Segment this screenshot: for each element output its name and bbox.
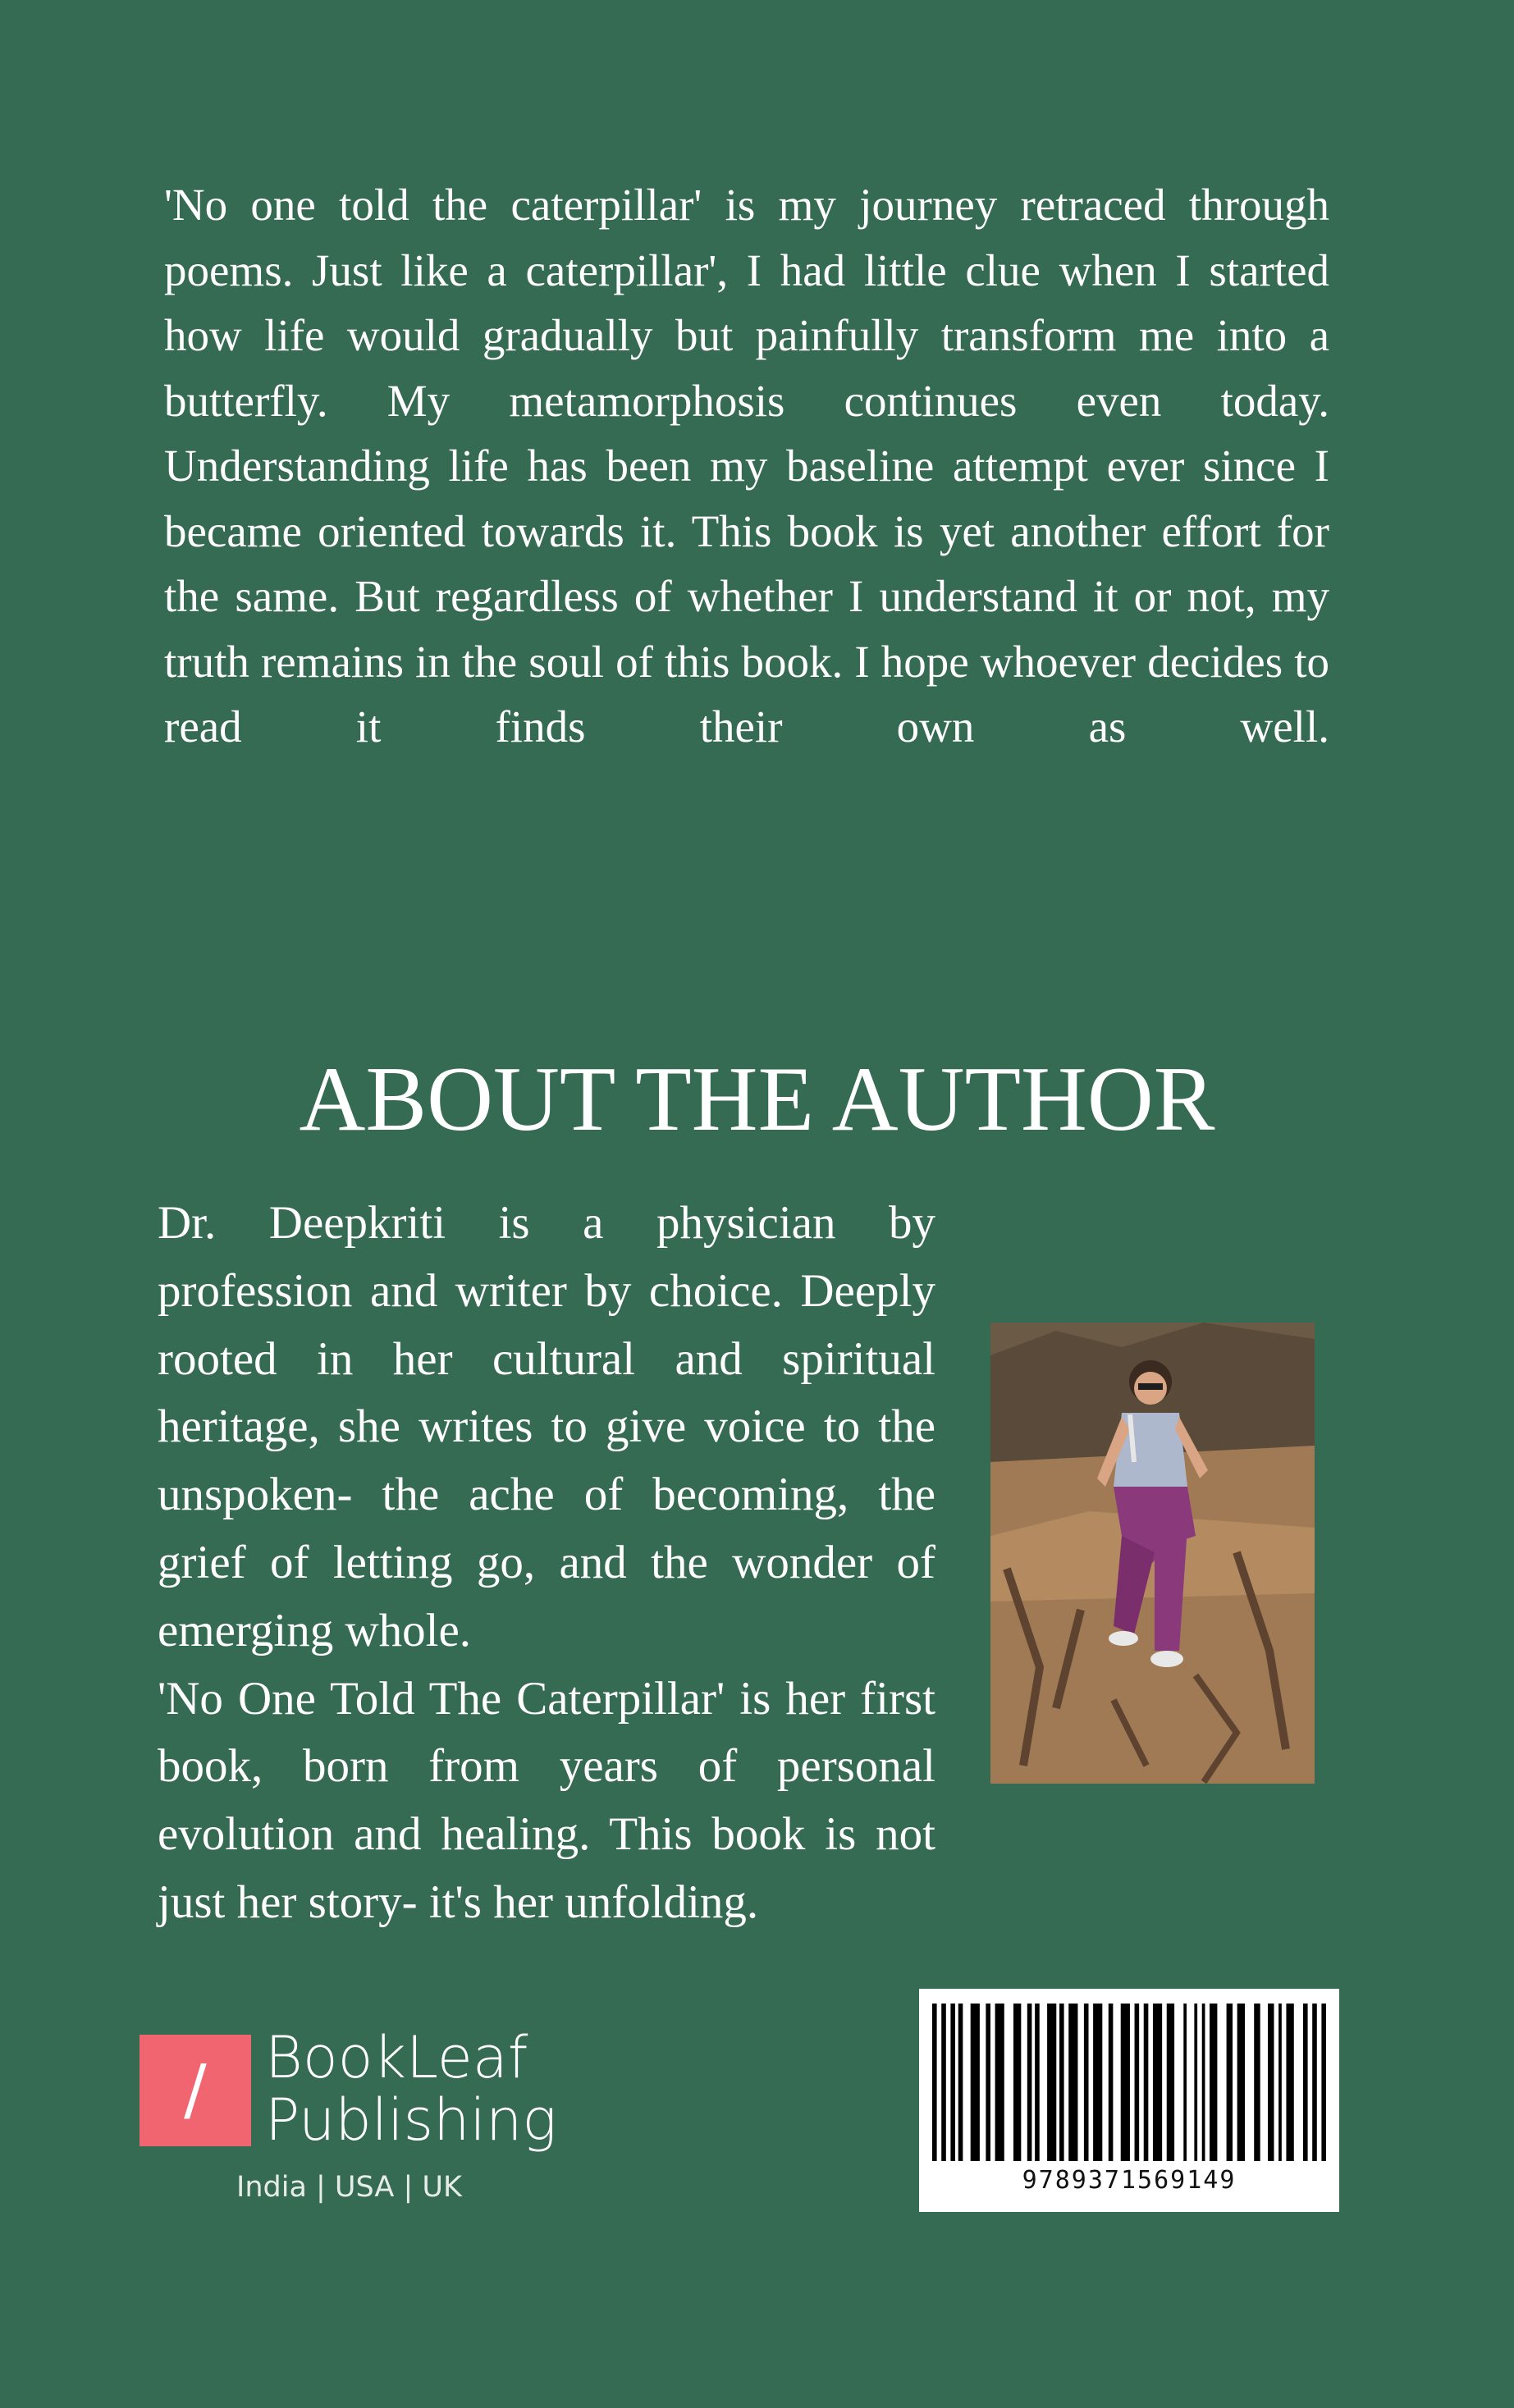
barcode-bar	[1144, 2004, 1149, 2161]
barcode-bar	[1027, 2004, 1032, 2161]
barcode-bar	[1047, 2004, 1056, 2161]
barcode-bar	[1059, 2004, 1064, 2161]
author-bio-paragraph-2: 'No One Told The Caterpillar' is her first book, born from years of personal evolution and healing. This book is not just her story- it's her unfolding.	[158, 1672, 935, 1928]
barcode-bar	[1035, 2004, 1040, 2161]
barcode-bar	[1194, 2004, 1197, 2161]
barcode-bar	[1093, 2004, 1102, 2161]
barcode-bar	[1068, 2004, 1077, 2161]
publisher-name	[265, 2024, 557, 2154]
barcode-bar	[958, 2004, 963, 2161]
publisher-logo-slash-icon: /	[184, 2051, 207, 2129]
author-photo	[990, 1323, 1315, 1784]
isbn-number: 9789371569149	[1022, 2166, 1237, 2195]
barcode-bar	[1210, 2004, 1217, 2161]
barcode-bar	[1268, 2004, 1274, 2161]
barcode-bar	[1237, 2004, 1245, 2161]
barcode-bar	[1278, 2004, 1282, 2161]
barcode-bar	[932, 2004, 937, 2161]
barcode-bar	[950, 2004, 955, 2161]
barcode-bar	[1321, 2004, 1326, 2161]
publisher-regions: India | USA | UK	[236, 2171, 462, 2204]
barcode-bar	[1135, 2004, 1140, 2161]
barcode-bar	[941, 2004, 946, 2161]
publisher-name-line-2: Publishing	[265, 2086, 557, 2154]
publisher-name-line-1: BookLeaf	[265, 2024, 528, 2091]
author-bio-paragraph-1: Dr. Deepkriti is a physician by profession and writer by choice. Deeply rooted in her cultural and spiritual heritage, she writes to give voice to the unspoken- the ache of becoming, the grief of letting go, and the wonder of emerging whole.	[158, 1197, 935, 1656]
barcode-bar	[1303, 2004, 1308, 2161]
barcode-bar	[1084, 2004, 1089, 2161]
barcode-bar	[986, 2004, 990, 2161]
barcode-bar	[1202, 2004, 1205, 2161]
isbn-barcode	[919, 1989, 1339, 2212]
publisher-logo-box	[140, 2035, 251, 2146]
barcode-bars	[926, 2004, 1333, 2164]
barcode-bar	[1286, 2004, 1293, 2161]
barcode-bar	[1121, 2004, 1130, 2161]
barcode-bar	[1167, 2004, 1174, 2161]
barcode-bar	[1254, 2004, 1260, 2161]
book-blurb: 'No one told the caterpillar' is my journey retraced through poems. Just like a caterpillar', I had little clue when I started how life would gradually but painfully transform me into a butterfly. My metamorphosis continues even today. Understanding life has been my baseline attempt ever since I became oriented towards it. This book is yet another effort for the same. But regardless of whether I understand it or not, my truth remains in the soul of this book. I hope whoever decides to read it finds their own as well.	[164, 180, 1329, 752]
barcode-bar	[1013, 2004, 1021, 2161]
barcode-bar	[1153, 2004, 1162, 2161]
barcode-bar	[1109, 2004, 1114, 2161]
barcode-bar	[1183, 2004, 1187, 2161]
about-the-author-heading: ABOUT THE AUTHOR	[299, 1049, 1215, 1150]
barcode-bar	[1312, 2004, 1317, 2161]
barcode-bar	[1227, 2004, 1233, 2161]
barcode-bar	[971, 2004, 980, 2161]
barcode-bar	[995, 2004, 1004, 2161]
author-bio	[158, 1190, 935, 1937]
